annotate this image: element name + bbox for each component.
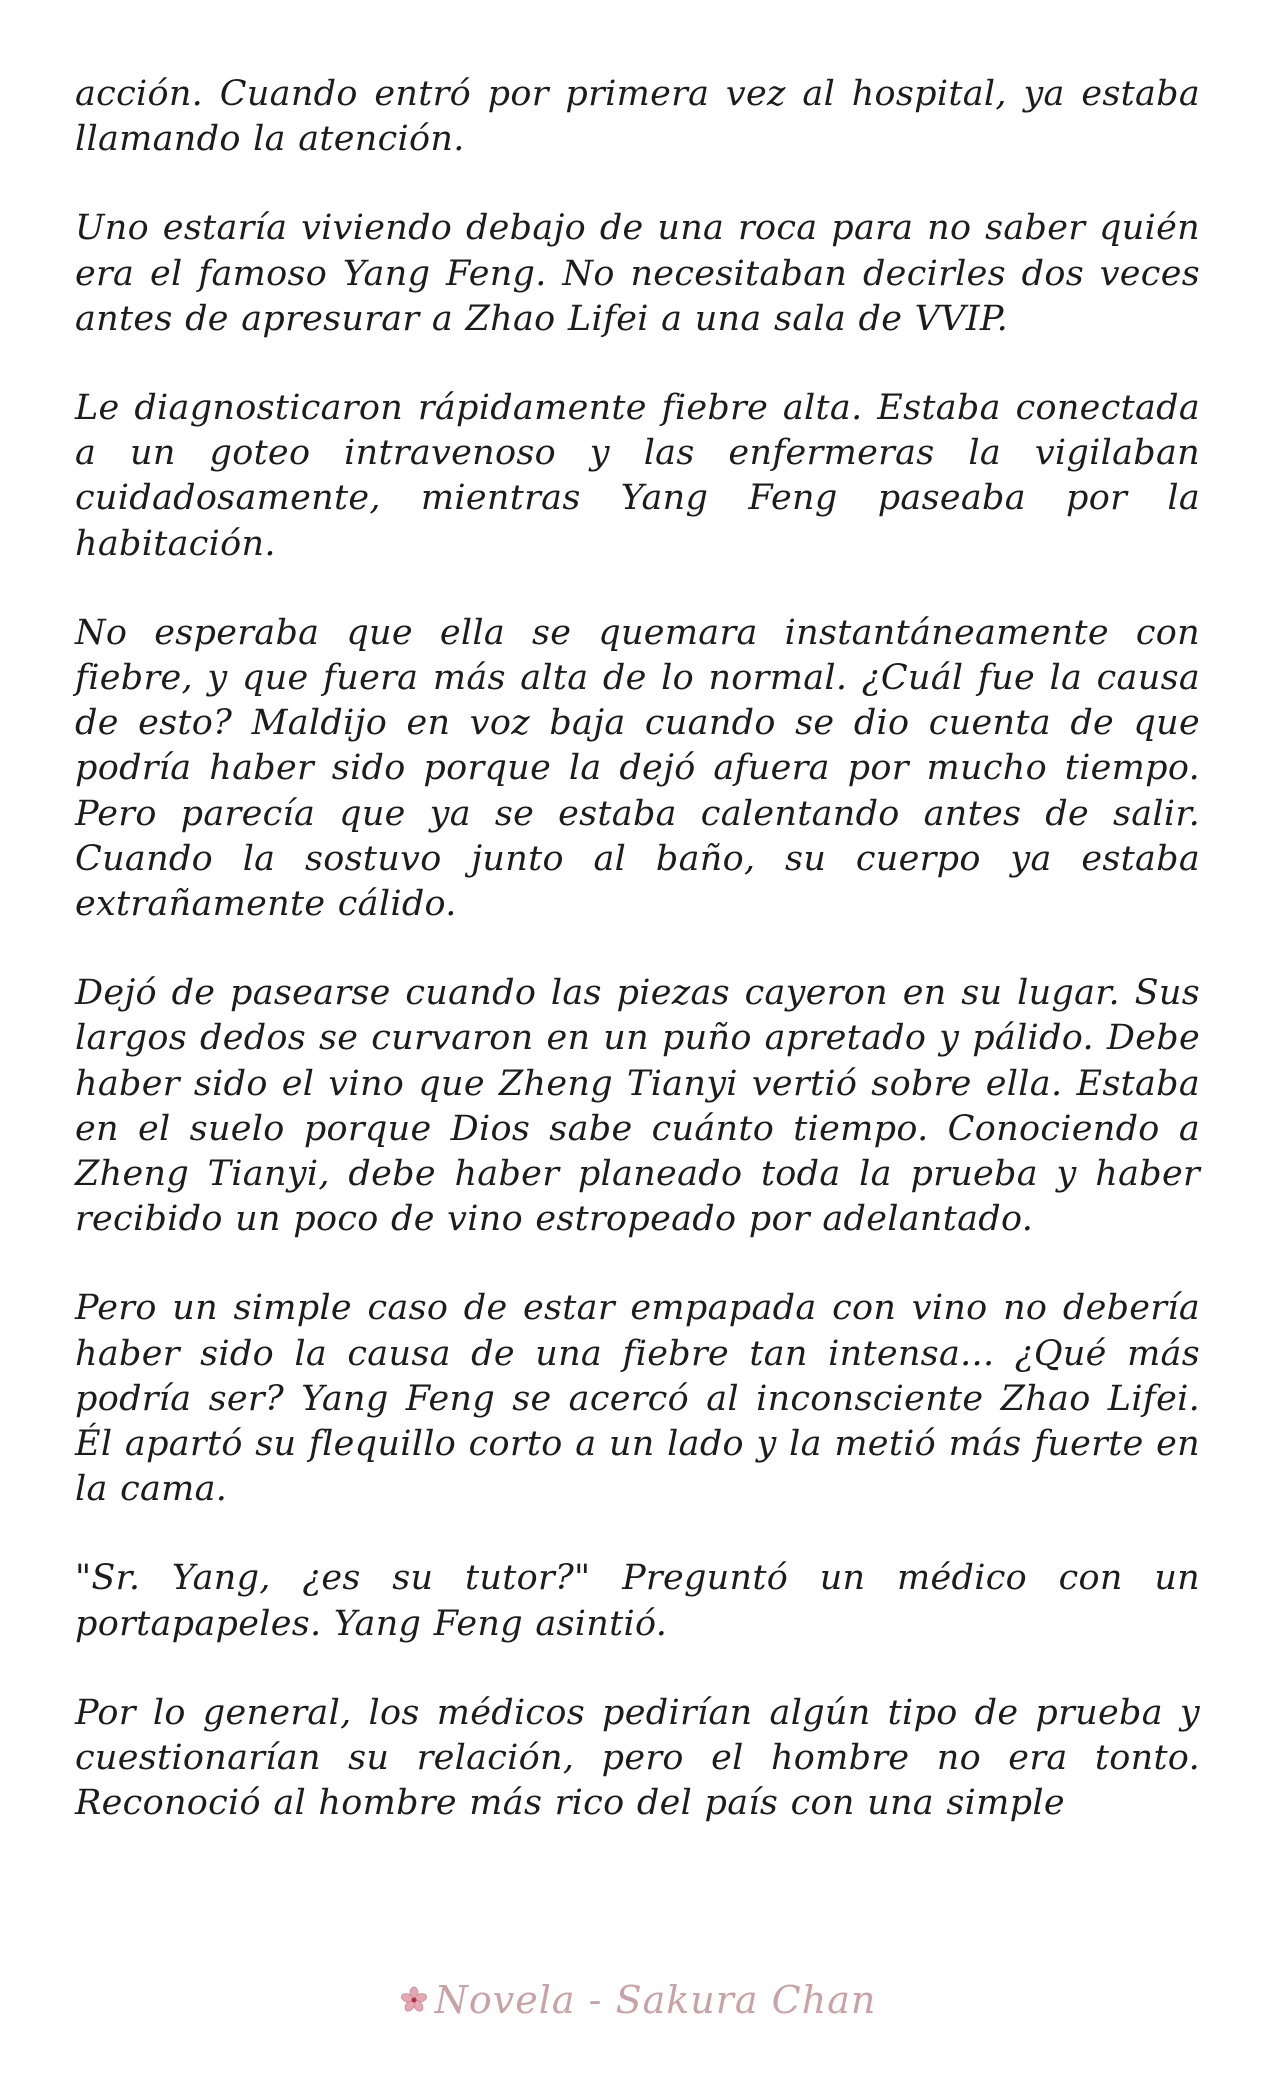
paragraph-1: acción. Cuando entró por primera vez al hospital, ya estaba llamando la atención. (75, 74, 1200, 160)
paragraph-5: Dejó de pasearse cuando las piezas cayeron en su lugar. Sus largos dedos se curvaron en un puño apretado y pálido. Debe haber sido el vino que Zheng Tianyi vertió sobre ella. Estaba en el suelo porque Dios sabe cuánto tiempo. Conociendo a Zheng Tianyi, debe haber planeado toda la prueba y haber recibido un poco de vino estropeado por adelantado. (75, 973, 1200, 1240)
watermark-footer (0, 1975, 1275, 2025)
paragraph-4: No esperaba que ella se quemara instantáneamente con fiebre, y que fuera más alta de lo normal. ¿Cuál fue la causa de esto? Maldijo en voz baja cuando se dio cuenta de que podría haber sido porque la dejó afuera por mucho tiempo. Pero parecía que ya se estaba calentando antes de salir. Cuando la sostuvo junto al baño, su cuerpo ya estaba extrañamente cálido. (75, 612, 1200, 925)
document-body (75, 72, 1200, 1871)
paragraph-2: Uno estaría viviendo debajo de una roca para no saber quién era el famoso Yang Feng. No necesitaban decirles dos veces antes de apresurar a Zhao Lifei a una sala de VVIP. (75, 208, 1200, 339)
sakura-flower-icon (399, 1985, 429, 2015)
paragraph-7: "Sr. Yang, ¿es su tutor?" Preguntó un médico con un portapapeles. Yang Feng asintió. (75, 1558, 1200, 1644)
paragraph-8: Por lo general, los médicos pedirían algún tipo de prueba y cuestionarían su relación, pero el hombre no era tonto. Reconoció al hombre más rico del país con una simple (75, 1692, 1200, 1824)
paragraph-6: Pero un simple caso de estar empapada con vino no debería haber sido la causa de una fiebre tan intensa... ¿Qué más podría ser? Yang Feng se acercó al inconsciente Zhao Lifei. Él apartó su flequillo corto a un lado y la metió más fuerte en la cama. (75, 1288, 1200, 1510)
watermark (399, 1978, 877, 2022)
paragraph-3: Le diagnosticaron rápidamente fiebre alta. Estaba conectada a un goteo intravenoso y las enfermeras la vigilaban cuidadosamente, mientras Yang Feng paseaba por la habitación. (75, 388, 1200, 564)
watermark-text: Novela - Sakura Chan (434, 1978, 877, 2022)
